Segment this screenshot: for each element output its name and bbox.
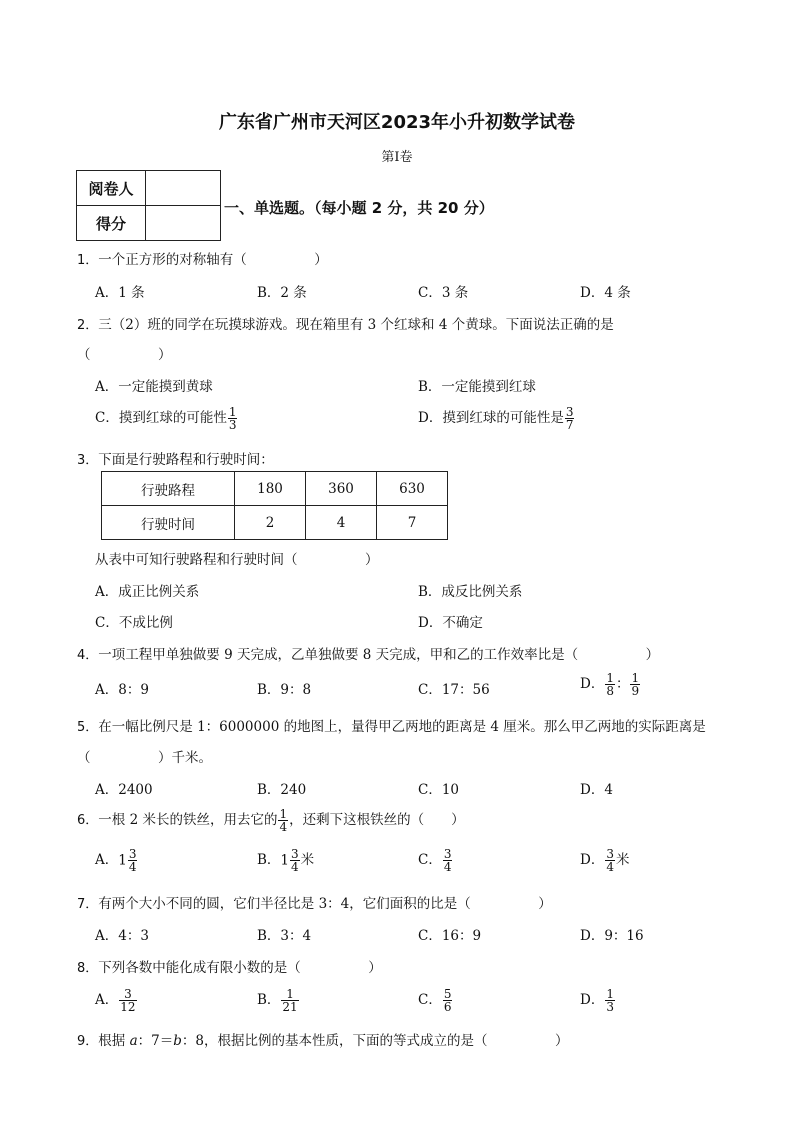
option-b[interactable]: B．3：4 — [257, 928, 312, 944]
table-cell: 7 — [377, 506, 448, 540]
question-text: 在一幅比例尺是 1：6000000 的地图上，量得甲乙两地的距离是 4 厘米。那么甲乙两地的实际距离是 — [98, 719, 706, 735]
option-a[interactable]: A． $\frac{3}{12}$ — [95, 987, 136, 1014]
question-text: 从表中可知行驶路程和行驶时间（ ） — [95, 552, 379, 568]
option-d[interactable]: D． $\frac{3}{4}$ 米 — [580, 847, 630, 874]
option-a[interactable]: A．2400 — [95, 782, 153, 798]
fraction: $\frac{1}{9}$ — [631, 671, 640, 698]
option-a[interactable]: A．成正比例关系 — [95, 584, 200, 600]
option-d[interactable]: D． $\frac{1}{8}$ ： $\frac{1}{9}$ — [580, 671, 640, 698]
option-d[interactable]: D．4 条 — [580, 285, 631, 301]
question-4: 4．一项工程甲单独做要 9 天完成，乙单独做要 8 天完成，甲和乙的工作效率比是（ ） — [77, 647, 660, 663]
option-c[interactable]: C．16：9 — [418, 928, 482, 944]
option-b[interactable]: B． $\frac{1}{21}$ — [257, 987, 298, 1014]
answer-blank: （ ）千米。 — [77, 750, 212, 766]
table-row — [102, 472, 448, 506]
option-c[interactable]: C．摸到红球的可能性 $\frac{1}{3}$ — [95, 405, 237, 432]
option-b[interactable]: B．240 — [257, 782, 307, 798]
fraction: $\frac{3}{4}$ — [291, 847, 299, 874]
question-3: 3．下面是行驶路程和行驶时间： — [77, 452, 274, 468]
fraction: $\frac{1}{21}$ — [282, 987, 298, 1014]
table-cell: 630 — [377, 472, 448, 506]
fraction: $\frac{1}{8}$ — [606, 671, 614, 698]
table-cell: 2 — [235, 506, 306, 540]
option-d[interactable]: D．不确定 — [418, 615, 483, 631]
option-b[interactable]: B．9：8 — [257, 682, 312, 698]
variable-a: a — [129, 1033, 138, 1049]
question-text: 一个正方形的对称轴有（ ） — [98, 252, 328, 268]
question-6: 6．一根 2 米长的铁丝，用去它的 $\frac{1}{4}$ ，还剩下这根铁丝的（ ） — [77, 807, 465, 834]
option-d[interactable]: D．4 — [580, 782, 613, 798]
fraction: $\frac{3}{7}$ — [565, 405, 574, 432]
table-cell: 180 — [235, 472, 306, 506]
question-2: 2．三（2）班的同学在玩摸球游戏。现在箱里有 3 个红球和 4 个黄球。下面说法正确的是 — [77, 317, 614, 333]
option-a[interactable]: A．1 条 — [95, 285, 145, 301]
reviewer-label: 阅卷人 — [77, 171, 146, 206]
option-c[interactable]: C．10 — [418, 782, 460, 798]
score-box — [76, 170, 221, 241]
question-text: 三（2）班的同学在玩摸球游戏。现在箱里有 3 个红球和 4 个黄球。下面说法正确的是 — [98, 317, 614, 333]
page-title: 广东省广州市天河区2023年小升初数学试卷 — [218, 112, 576, 133]
question-5: 5．在一幅比例尺是 1：6000000 的地图上，量得甲乙两地的距离是 4 厘米。那么甲乙两地的实际距离是 — [77, 719, 706, 735]
option-d[interactable]: D．摸到红球的可能性是 $\frac{3}{7}$ — [418, 405, 574, 432]
question-text: 有两个大小不同的圆，它们半径比是 3：4，它们面积的比是（ ） — [98, 896, 552, 912]
table-row — [102, 506, 448, 540]
fraction: $\frac{3}{4}$ — [606, 847, 614, 874]
question-text: 一根 2 米长的铁丝，用去它的 — [98, 812, 278, 828]
question-text: 下面是行驶路程和行驶时间： — [98, 452, 274, 468]
option-b[interactable]: B．1 $\frac{3}{4}$ 米 — [257, 847, 315, 874]
table-cell: 360 — [306, 472, 377, 506]
fraction: $\frac{3}{4}$ — [443, 847, 452, 874]
section-heading: 一、单选题。（每小题 2 分，共 20 分） — [224, 199, 494, 217]
page-subtitle: 第Ⅰ卷 — [381, 150, 413, 165]
question-8: 8．下列各数中能化成有限小数的是（ ） — [77, 960, 382, 976]
question-9: 9．根据 a：7＝b：8，根据比例的基本性质，下面的等式成立的是（ ） — [77, 1033, 569, 1049]
question-text: 下列各数中能化成有限小数的是（ ） — [98, 960, 382, 976]
fraction: $\frac{1}{3}$ — [228, 405, 237, 432]
option-a[interactable]: A．4：3 — [95, 928, 149, 944]
option-c[interactable]: C． $\frac{5}{6}$ — [418, 987, 452, 1014]
option-b[interactable]: B．成反比例关系 — [418, 584, 523, 600]
question-7: 7．有两个大小不同的圆，它们半径比是 3：4，它们面积的比是（ ） — [77, 896, 552, 912]
answer-blank: （ ） — [77, 347, 172, 363]
question-1: 1．一个正方形的对称轴有（ ） — [77, 252, 328, 268]
data-table — [101, 471, 448, 540]
option-c[interactable]: C．3 条 — [418, 285, 469, 301]
question-text: 一项工程甲单独做要 9 天完成，乙单独做要 8 天完成，甲和乙的工作效率比是（ ） — [98, 647, 660, 663]
fraction: $\frac{3}{4}$ — [128, 847, 137, 874]
fraction: $\frac{1}{3}$ — [606, 987, 614, 1014]
fraction: $\frac{1}{4}$ — [279, 807, 288, 834]
fraction: $\frac{3}{12}$ — [120, 987, 136, 1014]
option-d[interactable]: D．9：16 — [580, 928, 644, 944]
option-c[interactable]: C．17：56 — [418, 682, 490, 698]
variable-b: b — [173, 1033, 182, 1049]
option-a[interactable]: A．8：9 — [95, 682, 149, 698]
option-a[interactable]: A．1 $\frac{3}{4}$ — [95, 847, 137, 874]
reviewer-field[interactable] — [146, 171, 221, 206]
score-label: 得分 — [77, 206, 146, 241]
option-b[interactable]: B．一定能摸到红球 — [418, 379, 536, 395]
score-field[interactable] — [146, 206, 221, 241]
option-b[interactable]: B．2 条 — [257, 285, 307, 301]
fraction: $\frac{5}{6}$ — [443, 987, 452, 1014]
option-d[interactable]: D． $\frac{1}{3}$ — [580, 987, 614, 1014]
table-cell: 4 — [306, 506, 377, 540]
option-a[interactable]: A．一定能摸到黄球 — [95, 379, 213, 395]
table-cell: 行驶路程 — [102, 472, 235, 506]
option-c[interactable]: C． $\frac{3}{4}$ — [418, 847, 452, 874]
option-c[interactable]: C．不成比例 — [95, 615, 173, 631]
table-cell: 行驶时间 — [102, 506, 235, 540]
